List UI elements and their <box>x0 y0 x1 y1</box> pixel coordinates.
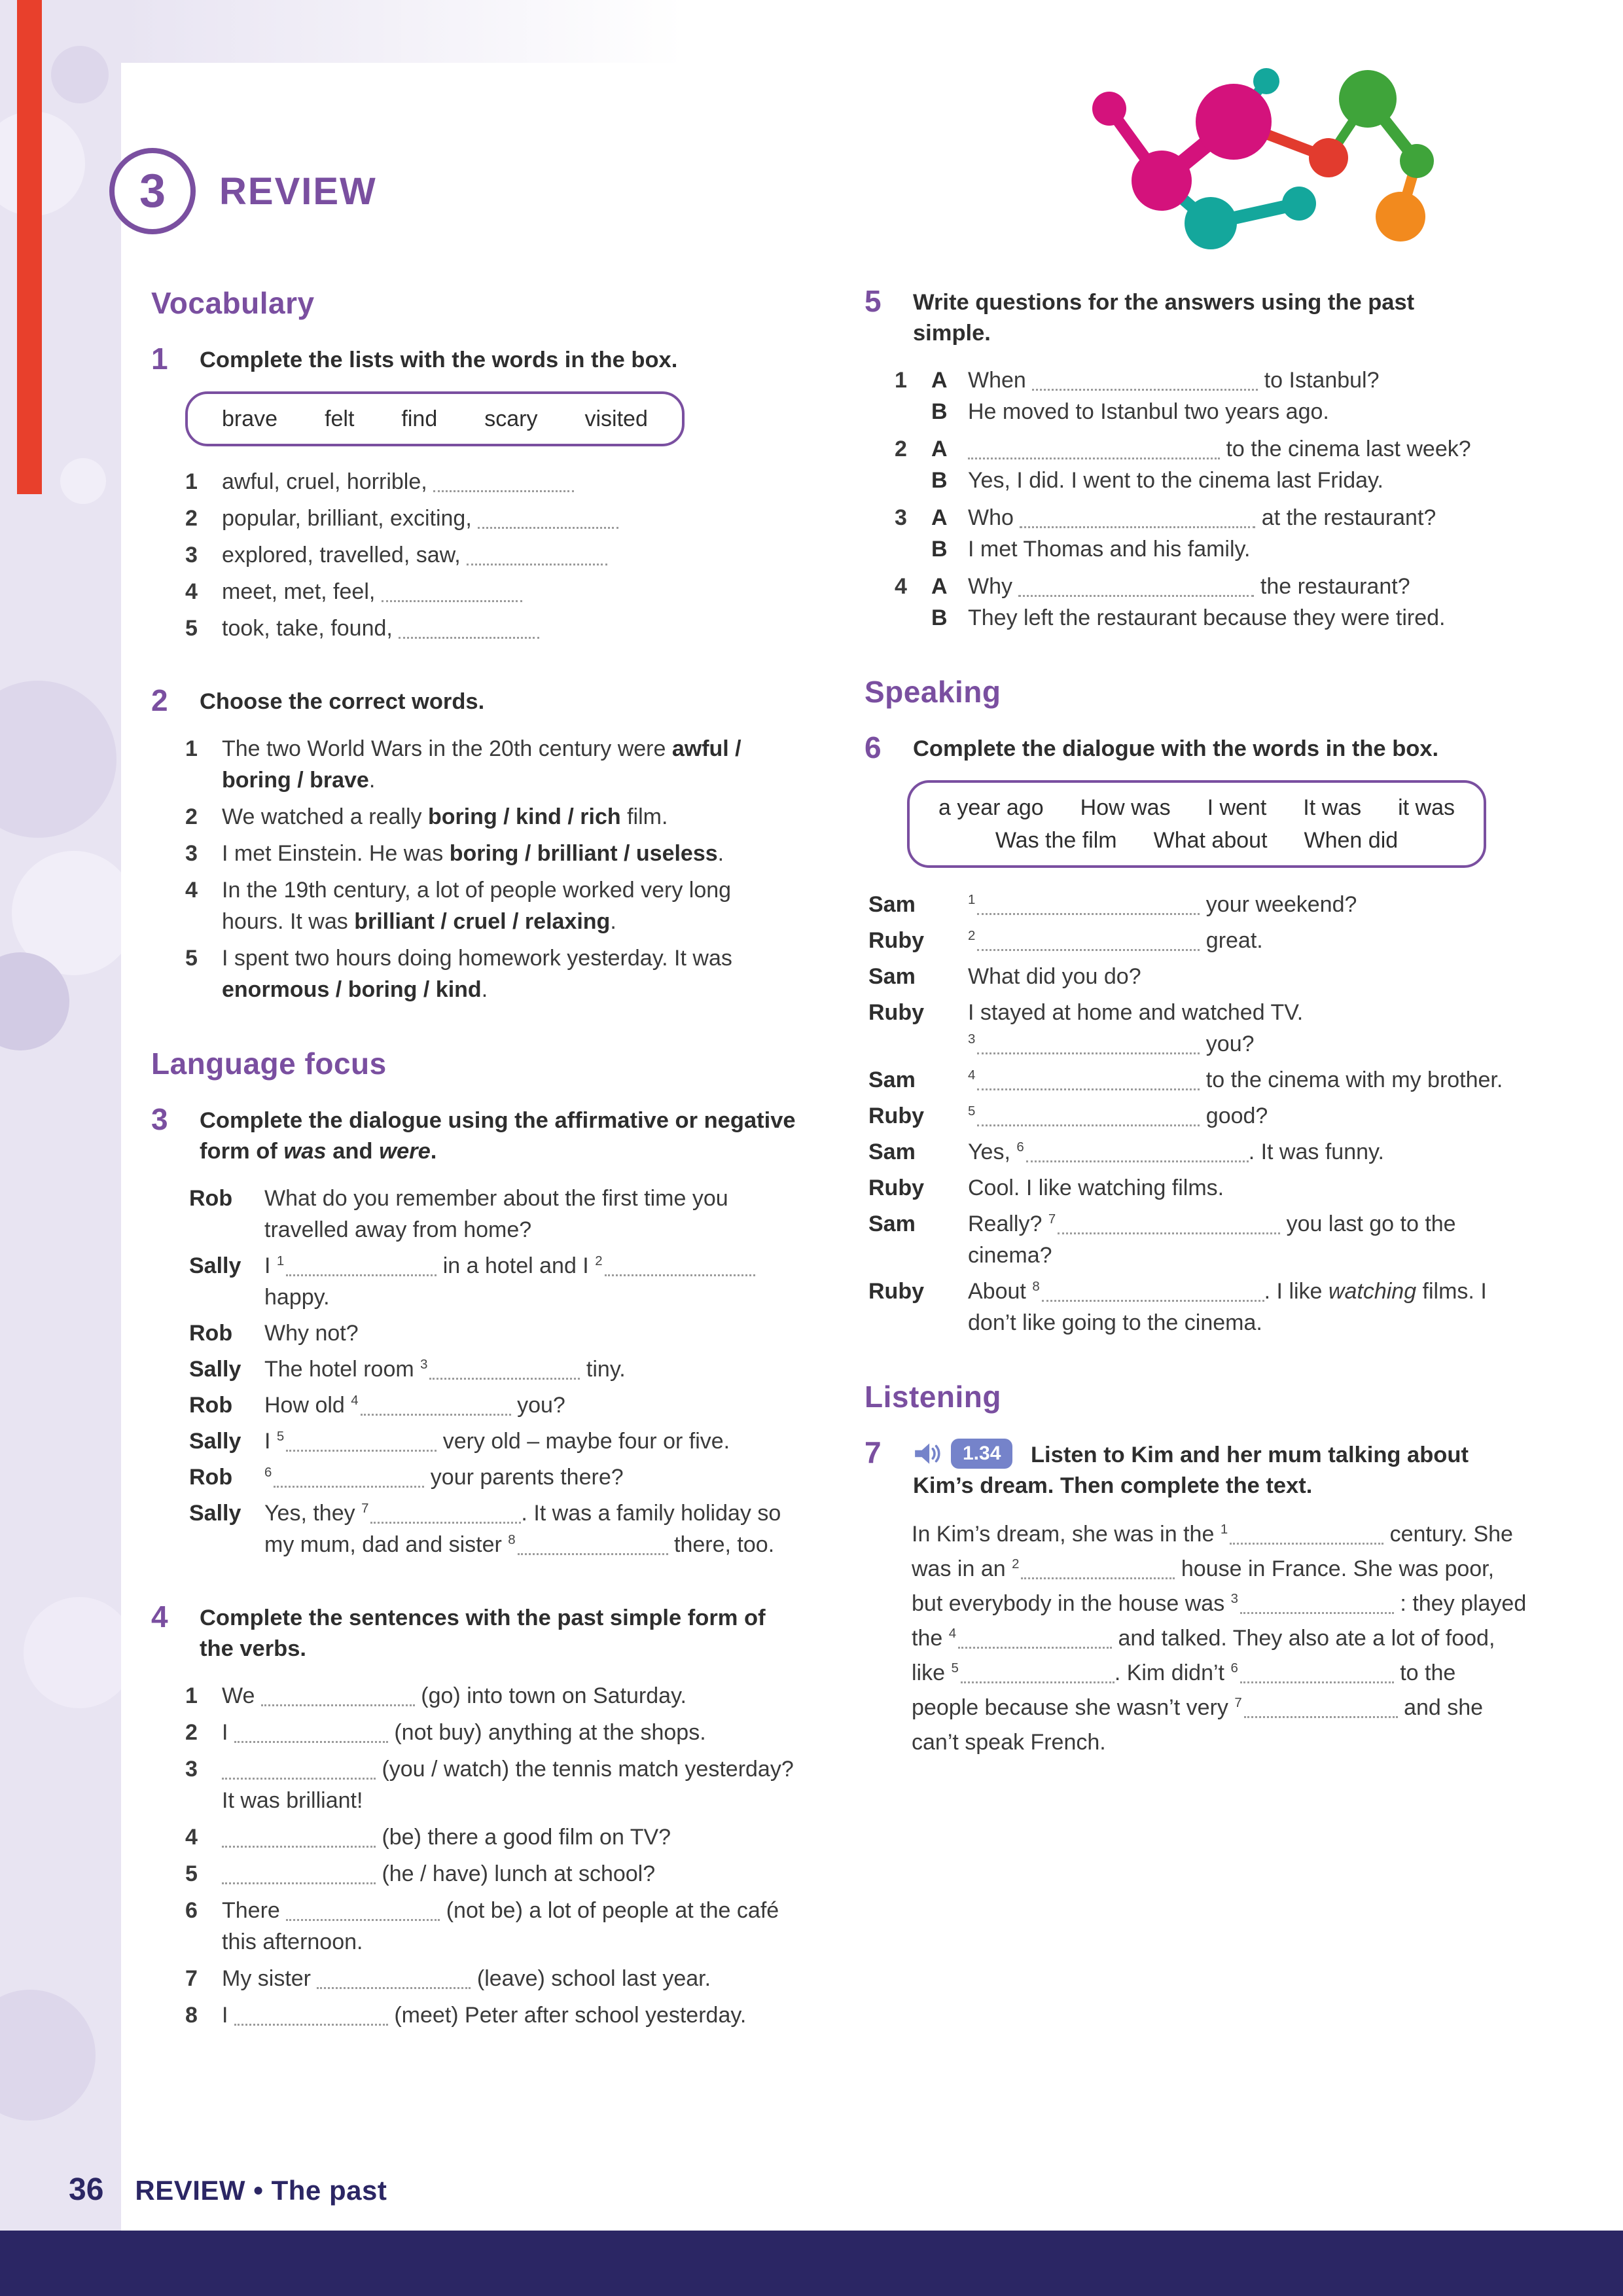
dialogue-text: Why not? <box>264 1321 359 1346</box>
dialogue-row <box>868 1208 1529 1271</box>
speaker-name: Ruby <box>868 1103 924 1128</box>
item-text: I (meet) Peter after school yesterday. <box>222 2003 747 2028</box>
exercise-7-head <box>865 1437 1529 1501</box>
exercise-6-head <box>865 732 1529 764</box>
exercise-3-number: 3 <box>151 1102 168 1136</box>
question-a <box>931 433 1529 465</box>
item-number: 1 <box>895 368 907 393</box>
question-item <box>895 433 1529 496</box>
item-number: 4 <box>895 574 907 599</box>
dialogue-text: What do you remember about the first time you travelled away from home? <box>264 1186 728 1242</box>
list-item <box>185 539 796 571</box>
dialogue-text: About $^8$ . I like watching films. I don’t like going to the cinema. <box>968 1279 1487 1335</box>
label-a: A <box>931 437 948 461</box>
speaker-name: Sam <box>868 964 916 989</box>
word-box-word: How was <box>1080 795 1171 820</box>
exercise-5 <box>865 285 1529 634</box>
item-text: There (not be) a lot of people at the café this afternoon. <box>222 1898 779 1954</box>
dialogue-row <box>189 1183 796 1246</box>
speaker-name: Rob <box>189 1465 233 1490</box>
speaker-name: Ruby <box>868 1000 924 1025</box>
label-a: A <box>931 505 948 530</box>
item-text: meet, met, feel, <box>222 576 796 607</box>
question-text: to the cinema last week? <box>968 433 1529 465</box>
label-b: B <box>931 468 948 493</box>
question-text: When to Istanbul? <box>968 368 1380 393</box>
dialogue-text: $^4$ to the cinema with my brother. <box>968 1067 1503 1092</box>
item-number: 5 <box>185 946 198 971</box>
word-box-word: It was <box>1303 795 1362 820</box>
item-number: 3 <box>185 841 198 866</box>
label-b: B <box>931 605 948 630</box>
item-text: awful, cruel, horrible, <box>222 466 796 497</box>
exercise-6-word-box <box>907 780 1486 868</box>
speaker-name: Sam <box>868 1211 916 1236</box>
decor-circle <box>60 458 106 504</box>
exercise-3-head <box>151 1103 796 1167</box>
speaker-name: Sally <box>189 1429 241 1454</box>
dialogue-row <box>868 1172 1529 1204</box>
question-item <box>895 571 1529 634</box>
dialogue-text: I stayed at home and watched TV. $^3$ you? <box>968 1000 1304 1056</box>
speaker-name: Ruby <box>868 1279 924 1304</box>
dialogue-text: What did you do? <box>968 964 1141 989</box>
item-text: (he / have) lunch at school? <box>222 1858 796 1890</box>
dialogue-row <box>868 1064 1529 1096</box>
item-number: 4 <box>185 579 198 604</box>
word-box-row <box>938 792 1455 823</box>
dialogue-text: I $^1$ in a hotel and I $^2$ happy. <box>264 1250 796 1313</box>
dialogue-text: The hotel room $^3$ tiny. <box>264 1357 626 1382</box>
dialogue-row <box>189 1318 796 1349</box>
dialogue-row <box>868 1136 1529 1168</box>
speaker-name: Sally <box>189 1253 241 1278</box>
item-number: 3 <box>185 543 198 567</box>
item-text: I spent two hours doing homework yesterday. It was enormous / boring / kind. <box>222 946 732 1002</box>
exercise-3 <box>151 1103 796 1560</box>
dialogue-text: $^2$ great. <box>968 928 1263 953</box>
answer-text: Yes, I did. I went to the cinema last Friday. <box>968 468 1383 493</box>
answer-text: They left the restaurant because they were tired. <box>968 605 1446 630</box>
list-item <box>185 576 796 607</box>
exercise-1-head <box>151 343 796 376</box>
item-number: 5 <box>185 1861 198 1886</box>
item-text: My sister (leave) school last year. <box>222 1966 711 1991</box>
decor-circle <box>0 681 116 838</box>
decor-circle <box>0 111 85 216</box>
content-columns <box>121 234 1623 2072</box>
exercise-5-instruction: Write questions for the answers using the past simple. <box>913 290 1415 346</box>
exercise-6-instruction: Complete the dialogue with the words in the box. <box>913 736 1439 761</box>
item-text: explored, travelled, saw, <box>222 539 796 571</box>
exercise-2 <box>151 685 796 1005</box>
list-item <box>185 1858 796 1890</box>
exercise-1-word-box <box>185 391 685 446</box>
dialogue-row <box>868 925 1529 956</box>
molecule-decoration <box>1070 63 1436 266</box>
list-item <box>185 838 796 869</box>
section-heading-speaking: Speaking <box>865 675 1001 709</box>
decor-circle <box>51 46 109 103</box>
list-item <box>185 503 796 534</box>
dialogue-row <box>189 1354 796 1385</box>
exercise-7 <box>865 1437 1529 1760</box>
item-number: 2 <box>185 506 198 531</box>
question-a <box>931 571 1529 602</box>
item-text: We watched a really boring / kind / rich film. <box>222 804 668 829</box>
speaker-name: Sally <box>189 1501 241 1526</box>
dialogue-text: How old $^4$ you? <box>264 1393 565 1418</box>
word-box-row <box>938 825 1455 856</box>
item-number: 1 <box>185 469 198 494</box>
content-card <box>121 63 1623 2231</box>
question-answer-pair <box>931 365 1529 427</box>
speaker-name: Ruby <box>868 1175 924 1200</box>
word-box-word: When did <box>1304 828 1399 853</box>
word-box-word: felt <box>325 406 355 431</box>
page-footer <box>69 2172 387 2208</box>
question-a <box>931 502 1529 533</box>
list-item <box>185 874 796 937</box>
label-a: A <box>931 368 948 393</box>
dialogue-row <box>868 961 1529 992</box>
question-answer-pair <box>931 571 1529 634</box>
exercise-5-number: 5 <box>865 284 882 318</box>
answer-b <box>931 602 1529 634</box>
item-text: popular, brilliant, exciting, <box>222 503 796 534</box>
speaker-name: Rob <box>189 1186 233 1211</box>
label-a: A <box>931 574 948 599</box>
dialogue-row <box>189 1498 796 1560</box>
exercise-1-instruction: Complete the lists with the words in the box. <box>200 348 678 372</box>
item-number: 1 <box>185 1683 198 1708</box>
exercise-1 <box>151 343 796 644</box>
list-item <box>185 1753 796 1816</box>
exercise-4-head <box>151 1601 796 1664</box>
list-item <box>185 1717 796 1748</box>
item-number: 7 <box>185 1966 198 1991</box>
word-box-word: What about <box>1153 828 1268 853</box>
page-number: 36 <box>69 2172 104 2207</box>
exercise-6-dialogue <box>868 889 1529 1338</box>
speaker-name: Sally <box>189 1357 241 1382</box>
dialogue-row <box>868 997 1529 1060</box>
question-text: Who at the restaurant? <box>968 505 1436 530</box>
item-number: 2 <box>185 1720 198 1745</box>
dialogue-text: Yes, $^6$ . It was funny. <box>968 1139 1384 1164</box>
audio-track-number: 1.34 <box>951 1439 1012 1469</box>
exercise-2-head <box>151 685 796 717</box>
speaker-name: Ruby <box>868 928 924 953</box>
word-box-word: find <box>401 406 438 431</box>
section-heading-vocabulary: Vocabulary <box>151 286 315 320</box>
footer-text: REVIEW • The past <box>135 2175 387 2206</box>
exercise-4-instruction: Complete the sentences with the past simple form of the verbs. <box>200 1605 766 1661</box>
dialogue-row <box>189 1426 796 1457</box>
item-number: 3 <box>185 1757 198 1782</box>
question-answer-pair <box>931 502 1529 565</box>
item-text: (be) there a good film on TV? <box>222 1821 796 1853</box>
item-text: took, take, found, <box>222 613 796 644</box>
item-number: 4 <box>185 1825 198 1850</box>
dialogue-text: $^1$ your weekend? <box>968 892 1357 917</box>
list-item <box>185 1680 796 1712</box>
exercise-6-number: 6 <box>865 730 882 764</box>
word-box-word: brave <box>222 406 278 431</box>
word-box-word: visited <box>584 406 648 431</box>
question-item <box>895 365 1529 427</box>
item-number: 8 <box>185 2003 198 2028</box>
dialogue-row <box>868 1276 1529 1338</box>
speaker-name: Rob <box>189 1393 233 1418</box>
decor-circle <box>0 1990 96 2121</box>
list-item <box>185 466 796 497</box>
list-item <box>185 733 796 796</box>
left-column <box>151 285 796 2072</box>
exercise-4-number: 4 <box>151 1600 168 1634</box>
speaker-name: Rob <box>189 1321 233 1346</box>
question-text: Why the restaurant? <box>968 574 1410 599</box>
item-text: In the 19th century, a lot of people worked very long hours. It was brilliant / cruel / relaxing. <box>222 878 732 934</box>
dialogue-row <box>868 889 1529 920</box>
dialogue-row <box>868 1100 1529 1132</box>
list-item <box>185 2000 796 2031</box>
unit-number-badge <box>109 148 196 234</box>
exercise-6 <box>865 732 1529 1338</box>
item-number: 5 <box>185 616 198 641</box>
question-answer-pair <box>931 433 1529 496</box>
speaker-icon <box>913 1441 943 1466</box>
item-number: 3 <box>895 505 907 530</box>
page-title: REVIEW <box>219 170 377 213</box>
item-text: The two World Wars in the 20th century were awful / boring / brave. <box>222 736 741 793</box>
answer-b <box>931 533 1529 565</box>
exercise-5-list <box>895 365 1529 634</box>
list-item <box>185 613 796 644</box>
section-heading-language-focus: Language focus <box>151 1047 387 1081</box>
word-box-row <box>222 403 648 435</box>
item-number: 2 <box>895 437 907 461</box>
dialogue-text: Yes, they $^7$ . It was a family holiday so my mum, dad and sister $^8$ there, too. <box>264 1501 781 1557</box>
question-a <box>931 365 1529 396</box>
dialogue-text: $^5$ good? <box>968 1103 1268 1128</box>
label-b: B <box>931 399 948 424</box>
word-box-word: a year ago <box>938 795 1044 820</box>
list-item <box>185 1895 796 1958</box>
exercise-3-dialogue <box>189 1183 796 1560</box>
dialogue-text: Really? $^7$ you last go to the cinema? <box>968 1211 1456 1268</box>
exercise-5-head <box>865 285 1529 349</box>
exercise-2-instruction: Choose the correct words. <box>200 689 485 714</box>
exercise-7-instruction <box>913 1437 1529 1501</box>
exercise-2-list <box>185 733 796 1005</box>
dialogue-text: I $^5$ very old – maybe four or five. <box>264 1429 730 1454</box>
red-accent-bar <box>17 0 42 494</box>
item-text: I (not buy) anything at the shops. <box>222 1720 706 1745</box>
dialogue-row <box>189 1250 796 1313</box>
listening-gap-text: In Kim’s dream, she was in the $^1$ century. She was in an $^2$ house in France. She was poor, but everybody in the house was $^3$ : they played the $^4$ and talked. They also ate a lot of food, like $^5$ . Kim didn’t $^6$ to the people because she wasn’t very $^7$ and she can’t speak French. <box>912 1522 1527 1755</box>
question-item <box>895 502 1529 565</box>
answer-b <box>931 465 1529 496</box>
list-item <box>185 801 796 833</box>
exercise-7-instruction-text: Listen to Kim and her mum talking about Kim’s dream. Then complete the text. <box>913 1443 1469 1498</box>
exercise-4 <box>151 1601 796 2031</box>
exercise-2-number: 2 <box>151 683 168 717</box>
list-item <box>185 1821 796 1853</box>
list-item <box>185 942 796 1005</box>
dialogue-row <box>189 1462 796 1493</box>
item-text: (you / watch) the tennis match yesterday? It was brilliant! <box>222 1757 794 1813</box>
item-number: 1 <box>185 736 198 761</box>
dialogue-text: Cool. I like watching films. <box>968 1175 1224 1200</box>
dialogue-row <box>189 1390 796 1421</box>
word-box-word: it was <box>1398 795 1455 820</box>
bottom-bar <box>0 2231 1623 2296</box>
answer-text: I met Thomas and his family. <box>968 537 1251 562</box>
exercise-3-instruction: Complete the dialogue using the affirmative or negative form of was and were. <box>200 1108 796 1164</box>
exercise-1-number: 1 <box>151 342 168 376</box>
item-text: I met Einstein. He was boring / brilliant / useless. <box>222 841 724 866</box>
section-heading-listening: Listening <box>865 1380 1001 1414</box>
right-column <box>865 285 1529 2072</box>
audio-chip <box>913 1439 1012 1469</box>
dialogue-text: $^6$ your parents there? <box>264 1465 624 1490</box>
exercise-7-number: 7 <box>865 1435 882 1469</box>
exercise-1-list <box>185 466 796 644</box>
speaker-name: Sam <box>868 1067 916 1092</box>
speaker-name: Sam <box>868 892 916 917</box>
list-item <box>185 1963 796 1994</box>
answer-text: He moved to Istanbul two years ago. <box>968 399 1329 424</box>
label-b: B <box>931 537 948 562</box>
word-box-word: I went <box>1207 795 1267 820</box>
word-box-word: scary <box>484 406 538 431</box>
top-decoration-strip <box>121 0 684 63</box>
speaker-name: Sam <box>868 1139 916 1164</box>
item-number: 4 <box>185 878 198 903</box>
item-number: 6 <box>185 1898 198 1923</box>
item-number: 2 <box>185 804 198 829</box>
answer-b <box>931 396 1529 427</box>
word-box-word: Was the film <box>995 828 1117 853</box>
exercise-4-list <box>185 1680 796 2031</box>
decor-circle <box>24 1597 121 1708</box>
unit-number: 3 <box>139 165 166 217</box>
item-text: We (go) into town on Saturday. <box>222 1683 687 1708</box>
